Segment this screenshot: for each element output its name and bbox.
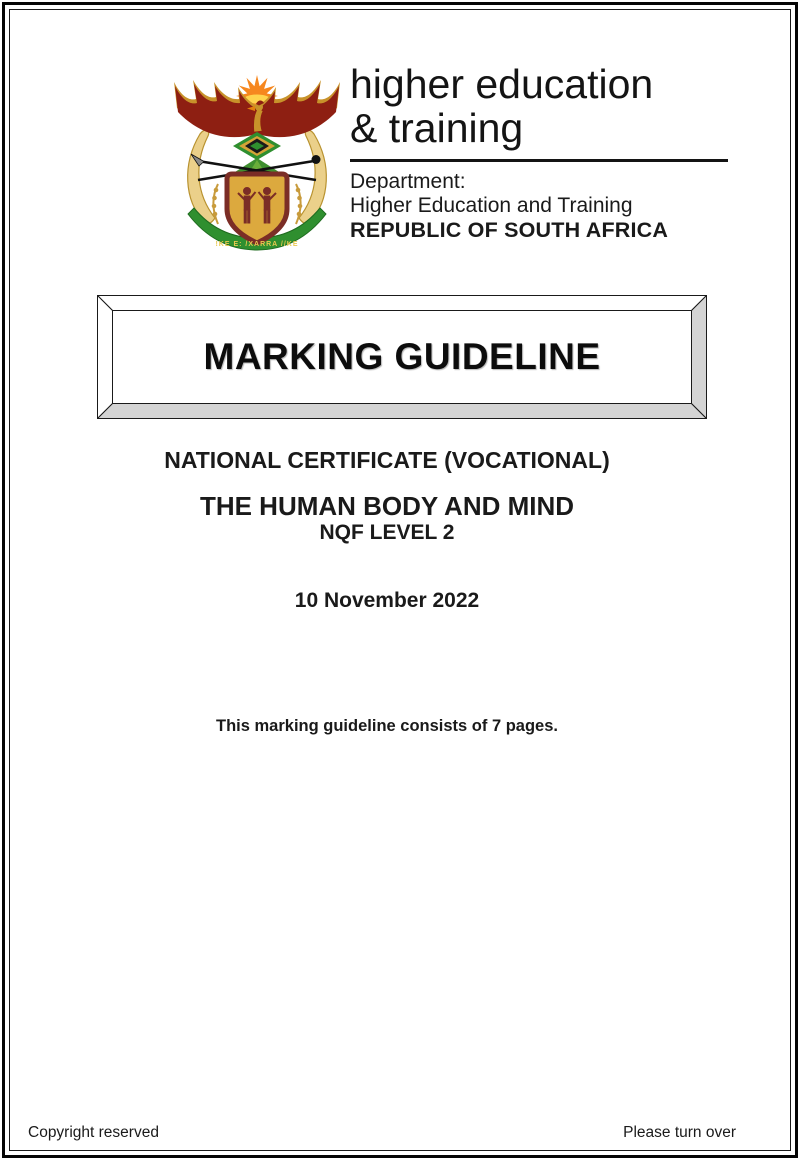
wordmark-divider: [350, 159, 728, 162]
title-box: [97, 295, 707, 419]
motto-text: !KE E: /XARRA //KE: [215, 241, 299, 248]
subject-title: THE HUMAN BODY AND MIND: [199, 491, 575, 521]
footer-copyright: Copyright reserved: [28, 1124, 159, 1141]
footer-turn-over: Please turn over: [623, 1124, 736, 1141]
page-title: MARKING GUIDELINE: [203, 336, 601, 377]
department-label: Department:: [350, 170, 466, 193]
wordmark-line-2: & training: [350, 105, 524, 151]
pages-note: This marking guideline consists of 7 pages.: [216, 717, 558, 735]
exam-date: 10 November 2022: [294, 589, 480, 612]
certificate-line: NATIONAL CERTIFICATE (VOCATIONAL): [164, 447, 610, 473]
nqf-level: NQF LEVEL 2: [319, 521, 455, 544]
department-wordmark: [350, 62, 732, 243]
wordmark-line-1: higher education: [350, 61, 654, 107]
shield: [227, 174, 287, 243]
country-name: REPUBLIC OF SOUTH AFRICA: [350, 218, 669, 242]
coat-of-arms-icon: [170, 72, 345, 252]
department-name: Higher Education and Training: [350, 194, 633, 217]
